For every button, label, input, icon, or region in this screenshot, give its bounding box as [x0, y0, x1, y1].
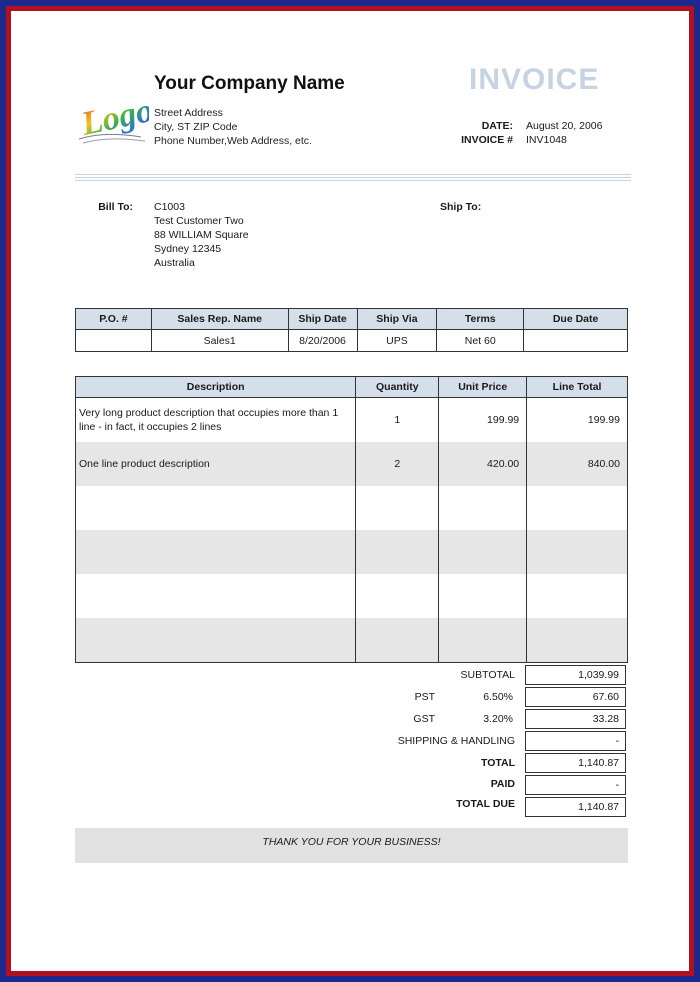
due-date-header: Due Date	[524, 309, 628, 330]
unit-price-header: Unit Price	[439, 377, 527, 398]
thank-you-banner: THANK YOU FOR YOUR BUSINESS!	[75, 828, 628, 863]
total-value: 1,140.87	[525, 753, 626, 773]
bill-to-label: Bill To:	[98, 201, 133, 213]
bill-to-line: C1003	[154, 201, 185, 213]
shipping-label: SHIPPING & HANDLING	[397, 735, 515, 747]
invoice-title: INVOICE	[469, 63, 600, 96]
sales-rep-header: Sales Rep. Name	[151, 309, 288, 330]
terms-value: Net 60	[437, 330, 524, 352]
gst-value: 33.28	[525, 709, 626, 729]
bill-to-line: 88 WILLIAM Square	[154, 229, 249, 241]
gst-label: GST	[413, 713, 435, 725]
total-due-value: 1,140.87	[525, 797, 626, 817]
total-label: TOTAL	[480, 757, 515, 769]
line-items-table	[75, 376, 628, 663]
table-row	[76, 442, 628, 486]
subtotal-label: SUBTOTAL	[460, 669, 515, 681]
ship-to-label: Ship To:	[440, 201, 482, 213]
table-row	[76, 530, 628, 574]
sales-rep-value: Sales1	[151, 330, 288, 352]
item-quantity: 2	[356, 442, 439, 486]
description-header: Description	[76, 377, 356, 398]
paid-value: -	[525, 775, 626, 795]
item-line-total: 840.00	[527, 442, 628, 486]
company-contact: Phone Number,Web Address, etc.	[154, 135, 312, 147]
company-city: City, ST ZIP Code	[154, 121, 238, 133]
item-unit-price: 420.00	[439, 442, 527, 486]
po-header: P.O. #	[76, 309, 152, 330]
divider-line	[75, 177, 631, 178]
item-description: One line product description	[76, 442, 356, 486]
item-unit-price: 199.99	[439, 398, 527, 443]
date-label: DATE:	[481, 120, 513, 132]
ship-date-header: Ship Date	[288, 309, 357, 330]
quantity-header: Quantity	[356, 377, 439, 398]
pst-label: PST	[414, 691, 435, 703]
table-row	[76, 618, 628, 663]
item-line-total: 199.99	[527, 398, 628, 443]
due-date-value	[524, 330, 628, 352]
divider-line	[75, 180, 631, 181]
bill-to-line: Test Customer Two	[154, 215, 244, 227]
invoice-page	[11, 11, 689, 971]
line-total-header: Line Total	[527, 377, 628, 398]
ship-date-value: 8/20/2006	[288, 330, 357, 352]
terms-header: Terms	[437, 309, 524, 330]
subtotal-value: 1,039.99	[525, 665, 626, 685]
order-info-table	[75, 308, 628, 352]
table-row	[76, 486, 628, 530]
gst-rate: 3.20%	[483, 713, 513, 725]
company-street: Street Address	[154, 107, 223, 119]
company-logo	[75, 81, 149, 151]
shipping-value: -	[525, 731, 626, 751]
pst-value: 67.60	[525, 687, 626, 707]
paid-label: PAID	[490, 778, 515, 790]
logo-text: Logo	[78, 91, 149, 143]
table-row	[76, 398, 628, 443]
total-due-label: TOTAL DUE	[456, 798, 515, 810]
bill-to-line: Sydney 12345	[154, 243, 222, 255]
item-quantity: 1	[356, 398, 439, 443]
ship-via-value: UPS	[357, 330, 437, 352]
company-name: Your Company Name	[154, 73, 345, 94]
table-row	[76, 574, 628, 618]
invoice-number-label: INVOICE #	[461, 134, 513, 146]
item-description: Very long product description that occupies more than 1 line - in fact, it occupies 2 lines	[76, 398, 356, 443]
date-value: August 20, 2006	[526, 120, 603, 132]
pst-rate: 6.50%	[483, 691, 513, 703]
ship-via-header: Ship Via	[357, 309, 437, 330]
invoice-number-value: INV1048	[526, 134, 567, 146]
divider-line	[75, 174, 631, 175]
po-value	[76, 330, 152, 352]
bill-to-line: Australia	[154, 257, 195, 269]
